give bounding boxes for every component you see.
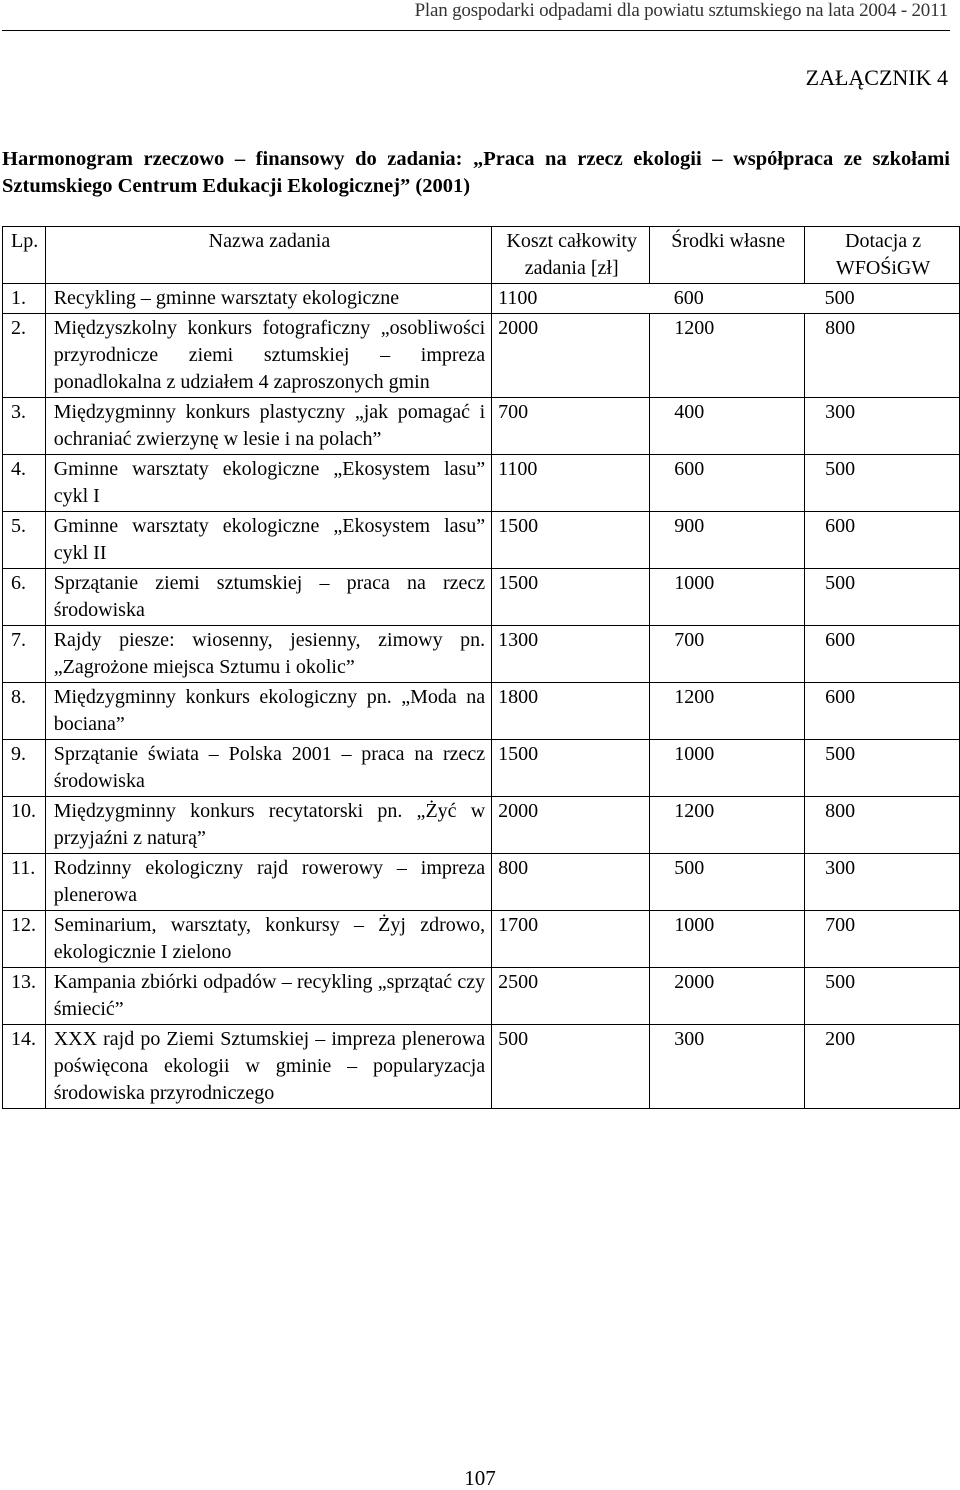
row-number: 14. xyxy=(3,1025,46,1109)
table-row xyxy=(3,911,960,968)
own-funds-cell: 1000 xyxy=(650,740,805,797)
attachment-label: ZAŁĄCZNIK 4 xyxy=(805,65,948,90)
grant-cell: 500 xyxy=(805,455,960,512)
total-cost-cell: 1300 xyxy=(492,626,650,683)
task-name-cell: Gminne warsztaty ekologiczne „Ekosystem lasu” cykl II xyxy=(45,512,491,569)
task-name-cell: Sprzątanie ziemi sztumskiej – praca na rzecz środowiska xyxy=(45,569,491,626)
own-funds-cell: 600 xyxy=(650,284,805,314)
table-row xyxy=(3,740,960,797)
own-funds-cell: 1200 xyxy=(650,797,805,854)
row-number: 12. xyxy=(3,911,46,968)
task-name-cell: Międzygminny konkurs recytatorski pn. „Żyć w przyjaźni z naturą” xyxy=(45,797,491,854)
header-own-funds: Środki własne xyxy=(650,227,805,284)
total-cost-cell: 2500 xyxy=(492,968,650,1025)
row-number: 10. xyxy=(3,797,46,854)
own-funds-cell: 1000 xyxy=(650,911,805,968)
own-funds-cell: 600 xyxy=(650,455,805,512)
table-row xyxy=(3,398,960,455)
row-number: 13. xyxy=(3,968,46,1025)
total-cost-cell: 1100 xyxy=(492,284,650,314)
row-number: 6. xyxy=(3,569,46,626)
table-header-row xyxy=(3,227,960,284)
own-funds-cell: 300 xyxy=(650,1025,805,1109)
header-divider xyxy=(2,30,950,31)
table-row xyxy=(3,512,960,569)
table-row xyxy=(3,314,960,398)
own-funds-cell: 900 xyxy=(650,512,805,569)
header-task-name: Nazwa zadania xyxy=(45,227,491,284)
row-number: 9. xyxy=(3,740,46,797)
grant-cell: 300 xyxy=(805,854,960,911)
row-number: 8. xyxy=(3,683,46,740)
row-number: 1. xyxy=(3,284,46,314)
table-row xyxy=(3,284,960,314)
row-number: 5. xyxy=(3,512,46,569)
task-name-cell: Międzyszkolny konkurs fotograficzny „osobliwości przyrodnicze ziemi sztumskiej – impreza ponadlokalna z udziałem 4 zaproszonych gmin xyxy=(45,314,491,398)
total-cost-cell: 800 xyxy=(492,854,650,911)
total-cost-cell: 2000 xyxy=(492,797,650,854)
page-number: 107 xyxy=(464,1466,496,1490)
document-title: Harmonogram rzeczowo – finansowy do zadania: „Praca na rzecz ekologii – współpraca ze szkołami Sztumskiego Centrum Edukacji Ekologicznej” (2001) xyxy=(2,148,950,197)
grant-cell: 500 xyxy=(805,740,960,797)
task-name-cell: Recykling – gminne warsztaty ekologiczne xyxy=(45,284,491,314)
table-body xyxy=(3,284,960,1109)
own-funds-cell: 400 xyxy=(650,398,805,455)
total-cost-cell: 1500 xyxy=(492,512,650,569)
total-cost-cell: 1800 xyxy=(492,683,650,740)
table-row xyxy=(3,569,960,626)
own-funds-cell: 1200 xyxy=(650,314,805,398)
header-lp: Lp. xyxy=(3,227,46,284)
grant-cell: 300 xyxy=(805,398,960,455)
row-number: 4. xyxy=(3,455,46,512)
table-row xyxy=(3,455,960,512)
running-header: Plan gospodarki odpadami dla powiatu sztumskiego na lata 2004 - 2011 xyxy=(414,0,948,21)
task-name-cell: Sprzątanie świata – Polska 2001 – praca na rzecz środowiska xyxy=(45,740,491,797)
task-name-cell: Międzygminny konkurs ekologiczny pn. „Moda na bociana” xyxy=(45,683,491,740)
row-number: 7. xyxy=(3,626,46,683)
task-name-cell: Międzygminny konkurs plastyczny „jak pomagać i ochraniać zwierzynę w lesie i na polach” xyxy=(45,398,491,455)
grant-cell: 800 xyxy=(805,797,960,854)
grant-cell: 500 xyxy=(805,968,960,1025)
total-cost-cell: 500 xyxy=(492,1025,650,1109)
table-row xyxy=(3,968,960,1025)
grant-cell: 600 xyxy=(805,626,960,683)
grant-cell: 600 xyxy=(805,683,960,740)
grant-cell: 200 xyxy=(805,1025,960,1109)
table-row xyxy=(3,854,960,911)
total-cost-cell: 2000 xyxy=(492,314,650,398)
table-row xyxy=(3,797,960,854)
grant-cell: 700 xyxy=(805,911,960,968)
grant-cell: 800 xyxy=(805,314,960,398)
header-grant: Dotacja z WFOŚiGW xyxy=(805,227,960,284)
total-cost-cell: 1700 xyxy=(492,911,650,968)
task-name-cell: Seminarium, warsztaty, konkursy – Żyj zdrowo, ekologicznie I zielono xyxy=(45,911,491,968)
grant-cell: 600 xyxy=(805,512,960,569)
task-name-cell: Kampania zbiórki odpadów – recykling „sprzątać czy śmiecić” xyxy=(45,968,491,1025)
total-cost-cell: 1500 xyxy=(492,569,650,626)
own-funds-cell: 700 xyxy=(650,626,805,683)
row-number: 3. xyxy=(3,398,46,455)
own-funds-cell: 500 xyxy=(650,854,805,911)
row-number: 11. xyxy=(3,854,46,911)
row-number: 2. xyxy=(3,314,46,398)
total-cost-cell: 1100 xyxy=(492,455,650,512)
schedule-table xyxy=(2,226,960,1109)
header-total-cost: Koszt całkowity zadania [zł] xyxy=(492,227,650,284)
table-row xyxy=(3,1025,960,1109)
task-name-cell: Gminne warsztaty ekologiczne „Ekosystem lasu” cykl I xyxy=(45,455,491,512)
own-funds-cell: 1000 xyxy=(650,569,805,626)
table-row xyxy=(3,626,960,683)
grant-cell: 500 xyxy=(805,284,960,314)
own-funds-cell: 2000 xyxy=(650,968,805,1025)
table-row xyxy=(3,683,960,740)
task-name-cell: Rajdy piesze: wiosenny, jesienny, zimowy pn. „Zagrożone miejsca Sztumu i okolic” xyxy=(45,626,491,683)
total-cost-cell: 1500 xyxy=(492,740,650,797)
task-name-cell: XXX rajd po Ziemi Sztumskiej – impreza plenerowa poświęcona ekologii w gminie – popularyzacja środowiska przyrodniczego xyxy=(45,1025,491,1109)
task-name-cell: Rodzinny ekologiczny rajd rowerowy – impreza plenerowa xyxy=(45,854,491,911)
grant-cell: 500 xyxy=(805,569,960,626)
total-cost-cell: 700 xyxy=(492,398,650,455)
own-funds-cell: 1200 xyxy=(650,683,805,740)
